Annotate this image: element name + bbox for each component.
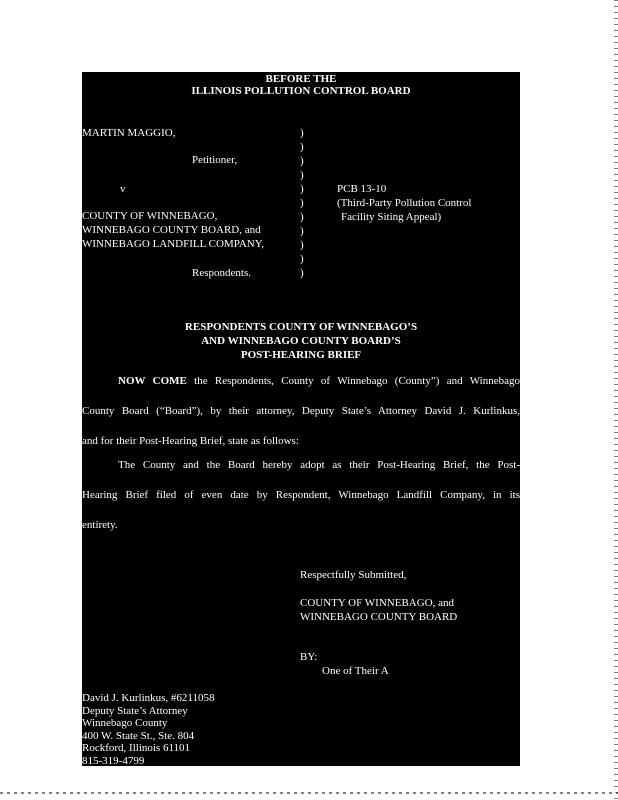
- paren: ): [300, 239, 304, 251]
- case-number: PCB 13-10: [337, 183, 387, 195]
- signature-one-of-their: One of Their A: [322, 665, 389, 677]
- paragraph-1: [82, 366, 520, 456]
- paren: ): [300, 253, 304, 265]
- brief-title-line-1: RESPONDENTS COUNTY OF WINNEBAGO’S: [184, 321, 418, 333]
- by-label: BY:: [300, 651, 318, 663]
- paragraph-1-line-1: [82, 366, 520, 396]
- versus-label: v: [120, 183, 126, 195]
- paragraph-1-line-1-text: the Respondents, County of Winnebago (County”) and Winnebago: [194, 375, 520, 387]
- document-page: [82, 72, 520, 766]
- case-description-2: Facility Siting Appeal): [341, 211, 442, 223]
- attorney-title: Deputy State’s Attorney: [82, 704, 188, 717]
- closing-text: Respectfully Submitted,: [300, 569, 407, 581]
- petitioner-role: Petitioner,: [192, 154, 238, 166]
- attorney-block: [82, 692, 215, 767]
- paren: ): [300, 225, 304, 237]
- now-come-lead: NOW COME: [118, 375, 187, 387]
- paren: ): [300, 197, 304, 209]
- signing-party-line-1: COUNTY OF WINNEBAGO, and: [300, 597, 454, 609]
- scan-edge-right: [614, 0, 618, 800]
- signing-party-line-2: WINNEBAGO COUNTY BOARD: [300, 611, 458, 623]
- paragraph-1-line-3: and for their Post-Hearing Brief, state as follows:: [82, 435, 299, 447]
- attorney-street: 400 W. State St., Ste. 804: [82, 729, 195, 742]
- paragraph-2-line-1: The County and the Board hereby adopt as their Post-Hearing Brief, the Post-: [118, 459, 520, 471]
- scan-edge-bottom: [0, 792, 618, 794]
- paren: ): [300, 211, 304, 223]
- paragraph-2: [82, 450, 520, 540]
- header-before-the: BEFORE THE: [265, 73, 337, 85]
- respondent-line-1: COUNTY OF WINNEBAGO,: [82, 210, 218, 222]
- paren: ): [300, 127, 304, 139]
- paren: ): [300, 169, 304, 181]
- attorney-phone: 815-319-4799: [82, 754, 145, 767]
- attorney-city: Rockford, Illinois 61101: [82, 742, 191, 754]
- header-board-name: ILLINOIS POLLUTION CONTROL BOARD: [191, 85, 411, 97]
- paren: ): [300, 267, 304, 279]
- attorney-county: Winnebago County: [82, 717, 168, 729]
- paragraph-2-line-2: Hearing Brief filed of even date by Respondent, Winnebago Landfill Company, in its: [82, 489, 520, 501]
- petitioner-name: MARTIN MAGGIO,: [82, 127, 176, 139]
- paragraph-1-line-2: County Board (“Board”), by their attorney, Deputy State’s Attorney David J. Kurlinkus,: [82, 405, 520, 417]
- respondent-role: Respondents.: [192, 267, 251, 279]
- paren: ): [300, 141, 304, 153]
- attorney-name: David J. Kurlinkus, #6211058: [82, 692, 215, 704]
- brief-title-line-3: POST-HEARING BRIEF: [240, 349, 362, 361]
- case-description-1: (Third-Party Pollution Control: [337, 197, 472, 209]
- paragraph-2-line-3: entirety.: [82, 519, 118, 531]
- paren: ): [300, 183, 304, 195]
- paren: ): [300, 155, 304, 167]
- respondent-line-3: WINNEBAGO LANDFILL COMPANY,: [82, 238, 265, 250]
- brief-title-line-2: AND WINNEBAGO COUNTY BOARD’S: [201, 335, 401, 347]
- respondent-line-2: WINNEBAGO COUNTY BOARD, and: [82, 224, 261, 236]
